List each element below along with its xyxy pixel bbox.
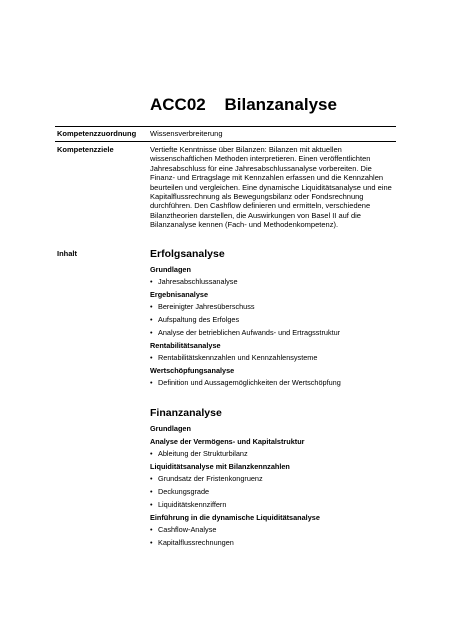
list-item: • Definition und Aussagemöglichkeiten der Wertschöpfung [150,378,396,387]
list-item: • Rentabilitätskennzahlen und Kennzahlensysteme [150,353,396,362]
list-item: • Kapitalflussrechnungen [150,538,396,547]
module-title: Bilanzanalyse [224,95,337,114]
group-heading: Analyse der Vermögens- und Kapitalstruktur [150,437,305,446]
module-code: ACC02 [150,95,206,114]
list-item: • Ableitung der Strukturbilanz [150,449,396,458]
group-heading: Einführung in die dynamische Liquiditätsanalyse [150,513,320,522]
group-heading: Grundlagen [150,265,191,274]
group-heading: Rentabilitätsanalyse [150,341,221,350]
list-item: • Liquiditätskennziffern [150,500,396,509]
list-item: • Jahresabschlussanalyse [150,277,396,286]
item-list [150,474,396,509]
item-list [150,378,396,387]
list-item: • Aufspaltung des Erfolges [150,315,396,324]
item-list [150,449,396,458]
section-title: Erfolgsanalyse [150,248,225,260]
list-item: • Bereinigter Jahresüberschuss [150,302,396,311]
section-erfolgsanalyse [150,248,396,387]
label-kompetenzzuordnung: Kompetenzzuordnung [57,129,137,138]
section-title: Finanzanalyse [150,407,222,419]
value-kompetenzziele: Vertiefte Kenntnisse über Bilanzen: Bilanzen mit aktuellen wissenschaftlichen Methoden interpretieren. Einen veröffentlichten Jahresabschluss für eine Jahresabschlussanalyse vorbereiten. Die Finanz- und Ertragslage mit Kennzahlen erfassen und die Kennzahlen beurteilen und vergleichen. Eine dynamische Liquiditätsanalyse und eine Kapitalflussrechnung als Bewegungsbilanz oder Fondsrechnung durchführen. Den Cashflow definieren und ermitteln, verschiedene Bilanztheorien darstellen, die Auswirkungen von Basel II auf die Bilanzanalyse kennen (Fach- und Methodenkompetenz). [150,145,392,230]
group-heading: Liquiditätsanalyse mit Bilanzkennzahlen [150,462,290,471]
section-finanzanalyse [150,407,396,547]
list-item: • Analyse der betrieblichen Aufwands- und Ertragsstruktur [150,328,396,337]
list-item: • Cashflow-Analyse [150,525,396,534]
content-outline [150,248,396,551]
item-list [150,277,396,286]
label-inhalt: Inhalt [57,249,77,258]
group-heading: Ergebnisanalyse [150,290,208,299]
item-list [150,302,396,337]
item-list [150,353,396,362]
value-kompetenzzuordnung: Wissensverbreiterung [150,129,223,138]
divider [55,126,396,127]
group-heading: Wertschöpfungsanalyse [150,366,235,375]
list-item: • Grundsatz der Fristenkongruenz [150,474,396,483]
group-heading: Grundlagen [150,424,191,433]
document-title [150,95,337,115]
divider [55,141,396,142]
list-item: • Deckungsgrade [150,487,396,496]
label-kompetenzziele: Kompetenzziele [57,145,114,154]
item-list [150,525,396,547]
